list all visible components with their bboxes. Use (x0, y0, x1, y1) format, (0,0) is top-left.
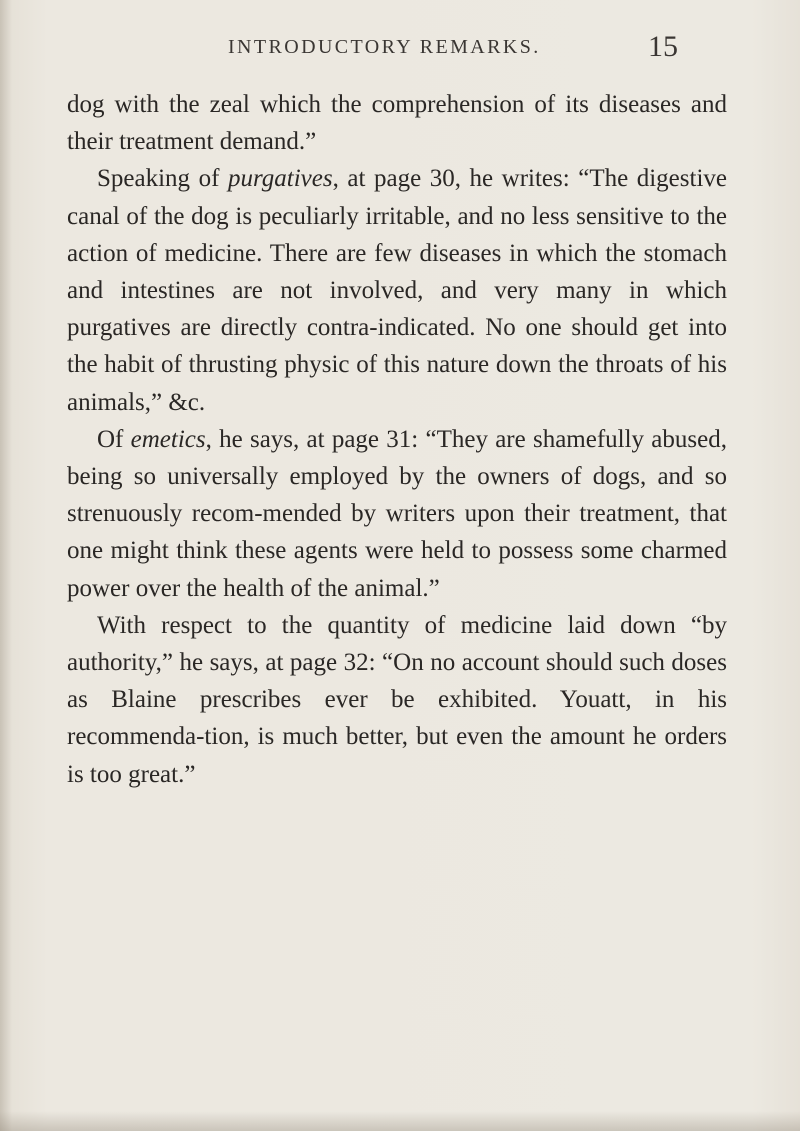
paragraph-text: dog with the zeal which the comprehension of its diseases and their treatment demand.” (67, 91, 727, 156)
page-gutter-shadow (0, 0, 12, 1131)
running-head: INTRODUCTORY REMARKS. (228, 36, 541, 58)
page-header (0, 30, 800, 76)
paragraph-text: With respect to the quantity of medicine laid down “by authority,” he says, at page 32: “On no account should such doses as Blaine prescribes ever be exhibited. Youatt, in his recommenda-tion, is much better, but even the amount he orders is too great.” (67, 611, 727, 788)
paragraph-text-lead: Of (97, 425, 131, 453)
paragraph-emetics (67, 421, 727, 607)
page-bottom-shadow (0, 1111, 800, 1131)
paragraph-purgatives (67, 160, 727, 420)
paragraph-text-lead: Speaking of (97, 165, 228, 193)
italic-term-emetics: emetics (130, 425, 206, 453)
page-number: 15 (648, 30, 678, 63)
paragraph-text-rest: , he says, at page 31: “They are shamefully abused, being so universally employed by the owners of dogs, and so strenuously recom-mended by writers upon their treatment, that one might think these agents were held to possess some charmed power over the health of the animal.” (67, 425, 727, 602)
paragraph-text-rest: , at page 30, he writes: “The digestive canal of the dog is peculiarly irritable, and no less sensitive to the action of medicine. There are few diseases in which the stomach and intestines are not involved, and very many in which purgatives are directly contra-indicated. No one should get into the habit of thrusting physic of this nature down the throats of his animals,” &c. (67, 165, 727, 416)
italic-term-purgatives: purgatives (227, 165, 333, 193)
paragraph-quantity (67, 607, 727, 793)
paragraph-continuation (67, 86, 727, 160)
body-text (67, 86, 727, 793)
